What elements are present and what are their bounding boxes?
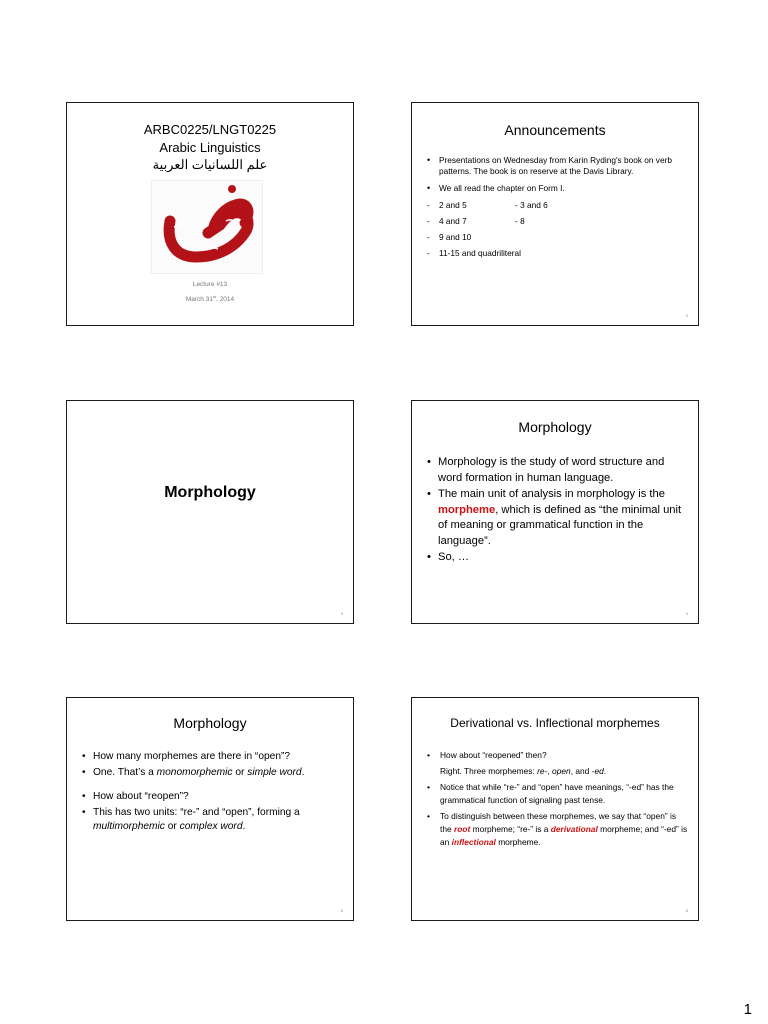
list-item: • This has two units: “re-” and “open”, forming a multimorphemic or complex word. xyxy=(82,806,345,835)
section-title: Morphology xyxy=(164,484,256,501)
slide-4-morphology-definition xyxy=(411,400,699,624)
slide-3-section xyxy=(66,400,354,624)
slide-number: 6 xyxy=(685,908,688,913)
list-item: • How about “reopened” then? xyxy=(427,749,688,762)
course-subject: Arabic Linguistics xyxy=(159,140,261,155)
list-item: • Notice that while “re-” and “open” have meanings, “-ed” has the grammatical function of signaling past tense. xyxy=(427,781,688,807)
lecture-date: March 31st, 2014 xyxy=(185,294,235,304)
list-item: - 11-15 and quadriliteral xyxy=(426,248,686,259)
slide-body xyxy=(427,749,688,852)
announcement-list xyxy=(426,155,686,264)
list-item: • How many morphemes are there in “open”? xyxy=(82,750,345,765)
slide-6-derivational-inflectional xyxy=(411,697,699,921)
slide-title: Morphology xyxy=(173,715,247,731)
slide-number: 4 xyxy=(685,611,688,616)
arabic-title: علم اللسانيات العربية xyxy=(152,157,268,172)
list-item: • To distinguish between these morphemes, we say that “open” is the root morpheme; “re-” is a derivational morpheme; and “-ed” is an inflectional morpheme. xyxy=(427,810,688,849)
list-item: • So, … xyxy=(427,550,688,566)
list-item: • One. That’s a monomorphemic or simple word. xyxy=(82,766,345,781)
arabic-letter-dad-logo xyxy=(151,180,263,274)
slide-title: Derivational vs. Inflectional morphemes xyxy=(450,716,660,730)
list-item: - 2 and 5 - 3 and 6 xyxy=(426,200,686,211)
slide-body xyxy=(82,750,345,836)
slide-title: Morphology xyxy=(518,419,592,435)
list-item: • We all read the chapter on Form I. xyxy=(426,183,686,194)
slide-number: 5 xyxy=(340,908,343,913)
slide-number: 3 xyxy=(340,611,343,616)
page-number: 1 xyxy=(743,1001,752,1018)
lecture-number: Lecture #13 xyxy=(192,281,228,288)
course-code: ARBC0225/LNGT0225 xyxy=(143,122,277,137)
slide-title: Announcements xyxy=(504,122,606,138)
slide-5-morphology-examples xyxy=(66,697,354,921)
list-item: • Presentations on Wednesday from Karin Ryding's book on verb patterns. The book is on reserve at the Davis Library. xyxy=(426,155,686,177)
list-item: • How about “reopen”? xyxy=(82,790,345,805)
list-item: • Morphology is the study of word structure and word formation in human language. xyxy=(427,455,688,486)
slide-number: 2 xyxy=(685,313,688,318)
morpheme-highlight: morpheme xyxy=(438,503,496,516)
list-item: - 9 and 10 xyxy=(426,232,686,243)
slide-body xyxy=(427,455,688,567)
list-item: Right. Three morphemes: re-, open, and -ed. xyxy=(440,766,607,776)
slide-1-title xyxy=(66,102,354,326)
list-item: • The main unit of analysis in morphology is the morpheme, which is defined as “the minimal unit of meaning or grammatical function in the language”. xyxy=(427,487,688,549)
list-item: - 4 and 7 - 8 xyxy=(426,216,686,227)
slide-2-announcements xyxy=(411,102,699,326)
